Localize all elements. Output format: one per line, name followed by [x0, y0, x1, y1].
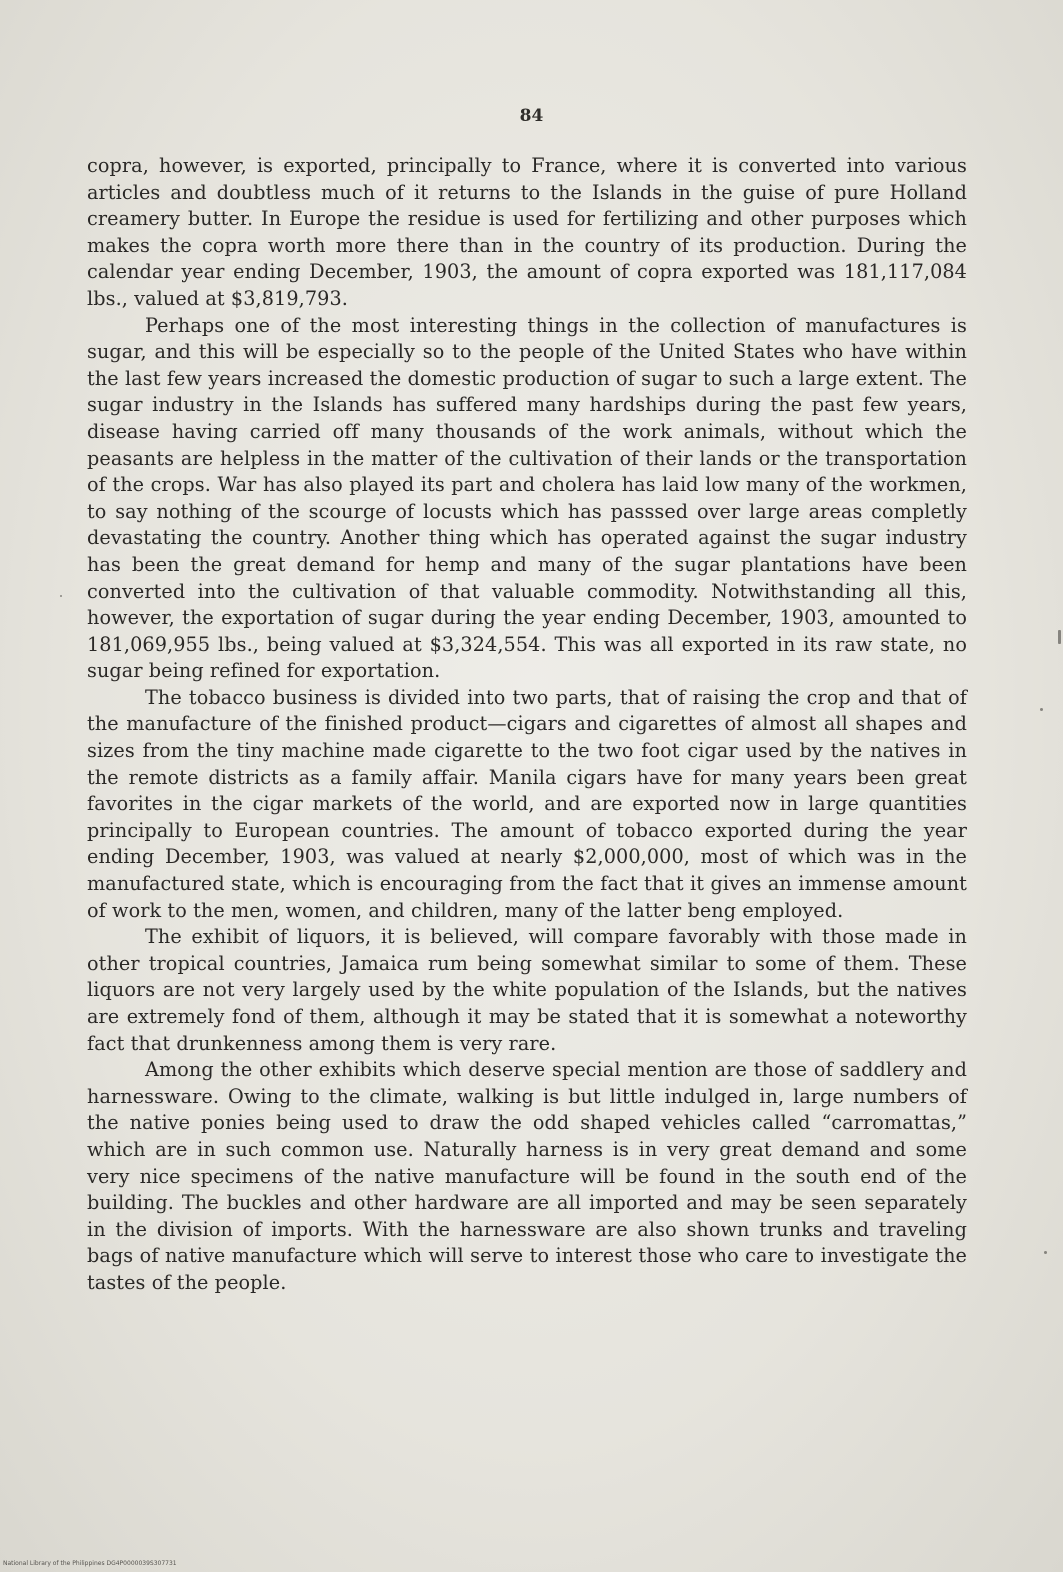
- body-text: [87, 153, 967, 1297]
- scan-speck: [1044, 1251, 1047, 1254]
- scan-credit: National Library of the Philippines DG4P0000039S307731: [3, 1560, 177, 1567]
- paragraph-sugar: Perhaps one of the most interesting things in the collection of manufactures is sugar, and this will be especially so to the people of the United States who have within the last few years increased the domestic production of sugar to such a large extent. The sugar industry in the Islands has suffered many hardships during the past few years, disease having carried off many thousands of the work animals, without which the peasants are helpless in the matter of the cultivation of their lands or the transportation of the crops. War has also played its part and cholera has laid low many of the workmen, to say nothing of the scourge of locusts which has passsed over large areas completly devastating the country. Another thing which has operated against the sugar industry has been the great demand for hemp and many of the sugar plantations have been converted into the cultivation of that valuable commodity. Notwithstanding all this, however, the exportation of sugar during the year ending December, 1903, amounted to 181,069,955 lbs., being valued at $3,324,554. This was all exported in its raw state, no sugar being refined for exportation.: [87, 313, 967, 683]
- paragraph-liquors: The exhibit of liquors, it is believed, will compare favorably with those made in other tropical countries, Jamaica rum being somewhat similar to some of them. These liquors are not very largely used by the white population of the Islands, but the natives are extremely fond of them, although it may be stated that it is somewhat a noteworthy fact that drunkenness among them is very rare.: [87, 925, 967, 1055]
- paragraph-saddlery: Among the other exhibits which deserve special mention are those of saddlery and harnessware. Owing to the climate, walking is but little indulged in, large numbers of the native ponies being used to draw the odd shaped vehicles called “carromattas,” which are in such common use. Naturally harness is in very great demand and some very nice specimens of the native manufacture will be found in the south end of the building. The buckles and other hardware are all imported and may be seen separately in the division of imports. With the harnessware are also shown trunks and traveling bags of native manufacture which will serve to interest those who care to investigate the tastes of the people.: [87, 1058, 967, 1294]
- scan-speck: [1040, 708, 1043, 711]
- paragraph-copra: copra, however, is exported, principally to France, where it is converted into various articles and doubtless much of it returns to the Islands in the guise of pure Holland creamery butter. In Europe the residue is used for fertilizing and other purposes which makes the copra worth more there than in the country of its production. During the calendar year ending December, 1903, the amount of copra exported was 181,117,084 lbs., valued at $3,819,793.: [87, 154, 967, 310]
- page-number: 84: [519, 106, 544, 126]
- scan-speck: [1058, 630, 1061, 644]
- paragraph-tobacco: The tobacco business is divided into two parts, that of raising the crop and that of the manufacture of the finished product—cigars and cigarettes of almost all shapes and sizes from the tiny machine made cigarette to the two foot cigar used by the natives in the remote districts as a family affair. Manila cigars have for many years been great favorites in the cigar markets of the world, and are exported now in large quantities principally to European countries. The amount of tobacco exported during the year ending December, 1903, was valued at nearly $2,000,000, most of which was in the manufactured state, which is encouraging from the fact that it gives an immense amount of work to the men, women, and children, many of the latter beng employed.: [87, 685, 967, 922]
- scan-speck: [60, 595, 62, 597]
